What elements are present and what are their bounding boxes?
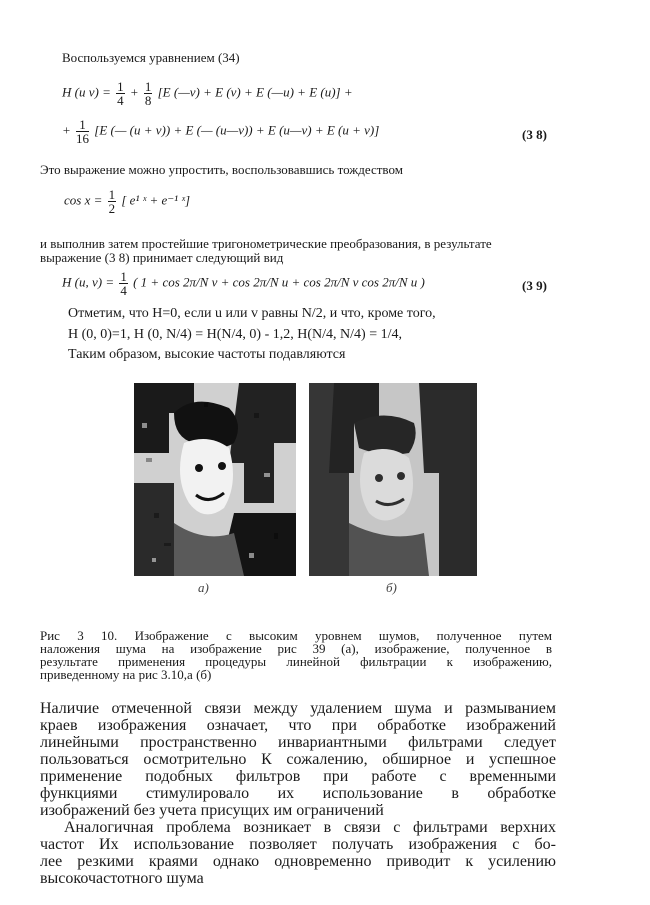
eq38-f2-den: 8 [144,93,152,108]
eq39-f-num: 1 [120,269,127,284]
noisy-portrait-image [134,383,296,576]
cos-identity [64,188,190,215]
note-line-3: Таким образом, высокие частоты подавляются [68,347,346,362]
cos-identity-lhs: cos x = [64,192,106,208]
image-label-a: a) [198,580,209,595]
equation-3-8-line-1: H (u v) = $\frac{1}{4}$ + $\frac{1}{8}$ [E (—v) + E (v) + E (—u) + E (u)] + [62,79,353,108]
eq38-fraction-1 [116,80,125,107]
cos-f-num: 1 [108,187,116,202]
eq38-f3-num: 1 [76,118,89,132]
eq38-fraction-3 [76,118,89,145]
caption-line-3: результате применения процедуры линейной фильтрации к изображению, [40,654,552,669]
eq39-fraction [119,270,128,297]
after-cos-line-1: и выполнив затем простейшие тригонометрические преобразования, в результате [40,236,492,251]
equation-3-8-line-2: + $\frac{1}{16}$ [E (— (u + v)) + E (— (u—v)) + E (u—v) + E (u + v)] [62,117,380,146]
intro-text: Воспользуемся уравнением (34) [62,50,240,65]
note-line-1: Отметим, что H=0, если u или v равны N/2, и что, кроме того, [68,306,436,321]
eq38-line2-rest: [E (— (u + v)) + E (— (u—v)) + E (u—v) + E (u + v)] [94,122,380,138]
body-line-3: линейными пространственно инвариантными фильтрами следует [40,734,556,751]
body-line-1: Наличие отмеченной связи между удалением шума и размыванием [40,700,556,717]
body-line-11: высокочастотного шума [40,870,204,887]
simplify-text: Это выражение можно упростить, воспользовавшись тождеством [40,162,403,177]
caption-line-2: наложения шума на изображение рис 39 (а), изображение, полученное в [40,641,552,656]
image-label-b: б) [386,580,397,595]
cos-f-den: 2 [108,201,116,216]
note-line-2: H (0, 0)=1, H (0, N/4) = H(N/4, 0) - 1,2, H(N/4, N/4) = 1/4, [68,327,402,342]
body-line-4: пользоваться осмотрительно К сожалению, обширное и успешное [40,751,556,768]
eq38-f1-num: 1 [117,79,124,94]
eq39-number: (3 9) [522,278,547,293]
eq39-f-den: 4 [120,283,127,298]
after-cos-line-2: выражение (3 8) принимает следующий вид [40,250,284,265]
cos-identity-rhs: [ e¹ ˣ + e⁻¹ ˣ] [121,192,191,208]
body-line-8: Аналогичная проблема возникает в связи с фильтрами верхних [64,819,556,836]
eq38-lhs: H (u v) = [62,84,115,100]
eq38-line1-rest: [E (—v) + E (v) + E (—u) + E (u)] + [157,84,353,100]
body-line-9: частот Их использование позволяет получать изображения с бо- [40,836,556,853]
equation-3-9 [62,270,425,297]
body-line-7: изображений без учета присущих им ограничений [40,802,384,819]
body-line-10: лее резкими краями однако одновременно приводит к усилению [40,853,556,870]
caption-line-1: Рис 3 10. Изображение с высоким уровнем шумов, полученное путем [40,628,552,643]
eq38-number: (3 8) [522,127,547,142]
body-line-5: применение подобных фильтров при работе с временными [40,768,556,785]
eq38-f1-den: 4 [117,93,124,108]
body-line-2: краев изображения означает, что при обработке изображений [40,717,556,734]
body-line-6: функциями стимулировало их использование в обработке [40,785,556,802]
filtered-portrait-image [309,383,477,576]
eq39-body: ( 1 + cos 2π/N v + cos 2π/N u + cos 2π/N v cos 2π/N u ) [133,274,425,290]
eq38-fraction-2 [144,80,153,107]
eq38-f2-num: 1 [144,79,152,94]
caption-line-4: приведенному на рис 3.10,а (б) [40,667,212,682]
cos-identity-fraction [108,188,117,215]
eq38-f3-den: 16 [76,131,90,146]
eq39-lhs: H (u, v) = [62,274,118,290]
